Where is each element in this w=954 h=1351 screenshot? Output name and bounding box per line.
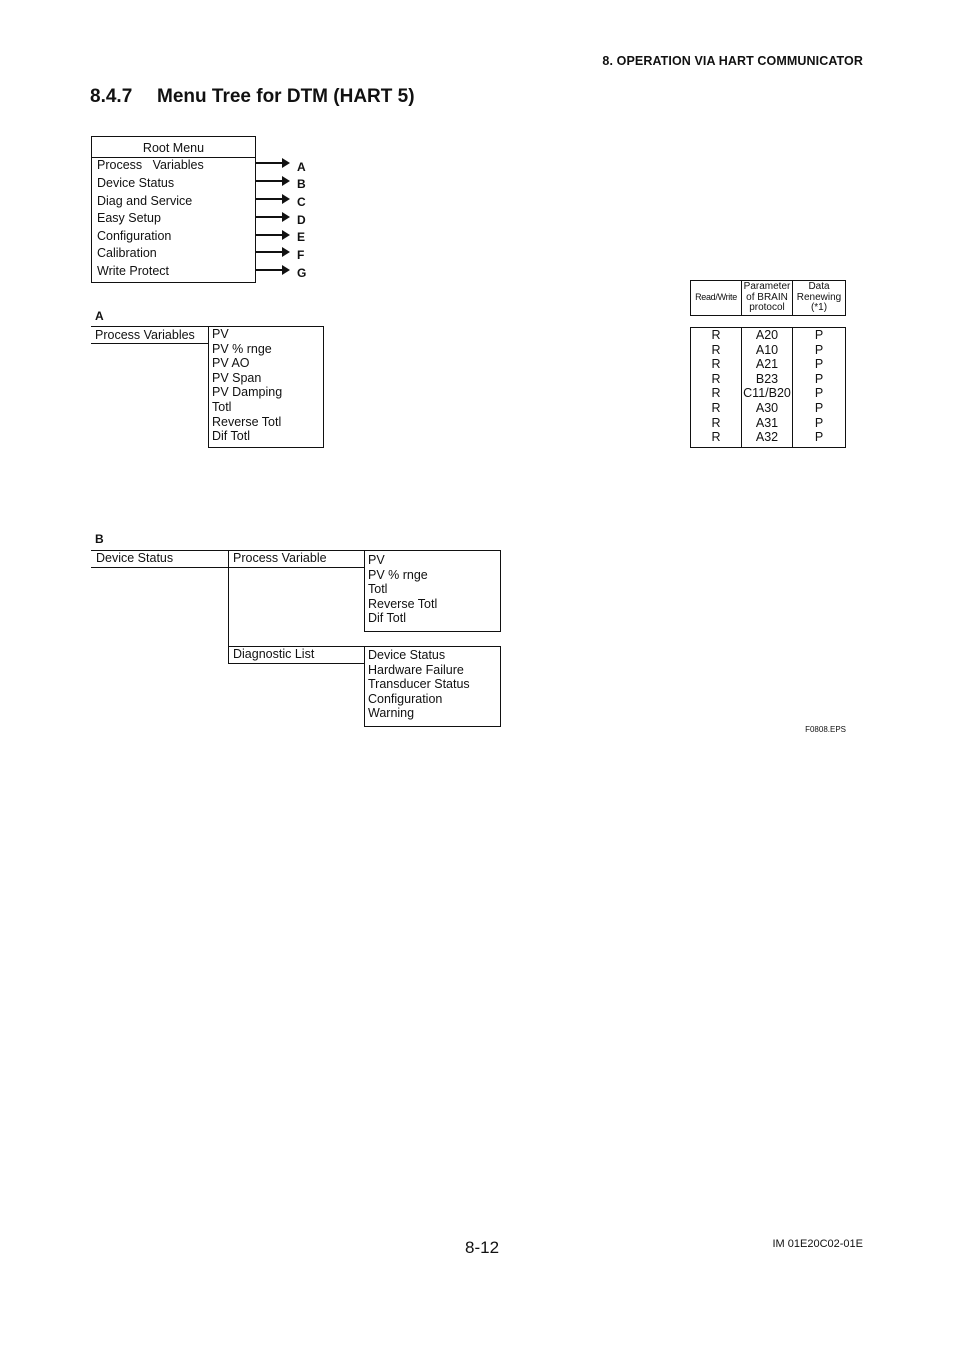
list-item[interactable]: PV Span <box>212 370 262 385</box>
table-cell: P <box>814 357 824 372</box>
table-cell: P <box>814 342 824 357</box>
list-item[interactable]: PV % rnge <box>368 567 428 582</box>
arrow-target-label: C <box>297 195 306 209</box>
table-cell: A20 <box>755 328 779 342</box>
table-cell: R <box>711 415 721 430</box>
diagnostic-list-bottom-line <box>228 663 364 664</box>
table-cell: R <box>711 357 721 372</box>
section-title: Menu Tree for DTM (HART 5) <box>157 86 415 107</box>
table-cell: P <box>814 328 824 342</box>
section-a-bottom-line <box>91 343 208 344</box>
table-cell: P <box>814 415 824 430</box>
list-item[interactable]: Dif Totl <box>212 429 250 444</box>
table-cell: A32 <box>755 430 779 445</box>
section-b-label: B <box>95 532 104 546</box>
section-a-items <box>212 327 282 444</box>
arrow-right-icon <box>256 198 288 200</box>
root-menu-item-calibration[interactable]: Calibration <box>97 246 157 260</box>
table-cell: P <box>814 386 824 401</box>
list-item[interactable]: PV % rnge <box>212 341 272 356</box>
list-item[interactable]: Configuration <box>368 691 443 706</box>
header-read-write: Read/Write <box>695 292 737 302</box>
process-variable-items <box>368 553 437 626</box>
arrow-target-label: F <box>297 248 305 262</box>
root-menu-item-device-status[interactable]: Device Status <box>97 176 175 190</box>
root-menu-item-write-protect[interactable]: Write Protect <box>97 264 170 278</box>
section-b-bottom-line <box>91 567 228 568</box>
table-cell: R <box>711 328 721 342</box>
arrow-right-icon <box>256 251 288 253</box>
table-cell: P <box>814 430 824 445</box>
list-item[interactable]: Totl <box>212 399 232 414</box>
section-a-top-line <box>91 326 208 327</box>
param-table-data-column <box>792 328 846 445</box>
section-a-label: A <box>95 309 104 323</box>
table-cell: A30 <box>755 400 779 415</box>
arrow-right-icon <box>256 180 288 182</box>
root-menu-item-process-variables[interactable]: Process Variables <box>97 158 204 172</box>
table-cell: R <box>711 371 721 386</box>
arrow-target-label: A <box>297 160 306 174</box>
header-data-renewing: Data Renewing (*1) <box>796 281 842 313</box>
arrow-right-icon <box>256 216 288 218</box>
root-menu-item-configuration[interactable]: Configuration <box>97 229 172 243</box>
list-item[interactable]: Reverse Totl <box>212 414 282 429</box>
diagnostic-list-items <box>368 648 470 721</box>
arrow-target-label: E <box>297 230 306 244</box>
root-menu-title: Root Menu <box>142 141 205 155</box>
arrow-right-icon <box>256 269 288 271</box>
section-a-menu-label[interactable]: Process Variables <box>95 328 195 342</box>
list-item[interactable]: Totl <box>368 582 388 597</box>
list-item[interactable]: Warning <box>368 706 415 721</box>
list-item[interactable]: Transducer Status <box>368 677 470 692</box>
document-id: IM 01E20C02-01E <box>772 1238 863 1250</box>
table-cell: A21 <box>755 357 779 372</box>
arrow-right-icon <box>256 234 288 236</box>
param-table-rw-column <box>691 328 741 445</box>
header-parameter: Parameter of BRAIN protocol <box>743 281 791 313</box>
list-item[interactable]: Device Status <box>368 648 446 662</box>
figure-reference: F0808.EPS <box>805 725 846 734</box>
table-cell: B23 <box>755 371 779 386</box>
root-menu-item-diag-and-service[interactable]: Diag and Service <box>97 194 193 208</box>
table-cell: P <box>814 400 824 415</box>
process-variable-label[interactable]: Process Variable <box>233 551 327 565</box>
table-cell: R <box>711 342 721 357</box>
table-cell: R <box>711 386 721 401</box>
process-variable-bottom-line <box>228 567 364 568</box>
list-item[interactable]: PV <box>368 553 385 567</box>
diagnostic-list-label[interactable]: Diagnostic List <box>233 647 315 661</box>
section-b-menu-label[interactable]: Device Status <box>96 551 174 565</box>
list-item[interactable]: PV Damping <box>212 385 283 400</box>
table-cell: R <box>711 430 721 445</box>
arrow-target-label: G <box>297 266 307 280</box>
list-item[interactable]: Hardware Failure <box>368 662 464 677</box>
table-cell: R <box>711 400 721 415</box>
page-number: 8-12 <box>465 1238 500 1257</box>
arrow-target-label: B <box>297 177 306 191</box>
table-cell: A31 <box>755 415 779 430</box>
list-item[interactable]: Reverse Totl <box>368 596 438 611</box>
root-menu-item-easy-setup[interactable]: Easy Setup <box>97 211 161 225</box>
list-item[interactable]: Dif Totl <box>368 611 406 626</box>
table-cell: C11/B20 <box>743 386 791 401</box>
section-number: 8.4.7 <box>90 86 133 107</box>
list-item[interactable]: PV AO <box>212 356 250 371</box>
param-table-param-column <box>741 328 793 445</box>
list-item[interactable]: PV <box>212 327 229 341</box>
table-cell: P <box>814 371 824 386</box>
chapter-header: 8. OPERATION VIA HART COMMUNICATOR <box>602 54 863 68</box>
arrow-right-icon <box>256 162 288 164</box>
table-cell: A10 <box>755 342 779 357</box>
arrow-target-label: D <box>297 213 306 227</box>
